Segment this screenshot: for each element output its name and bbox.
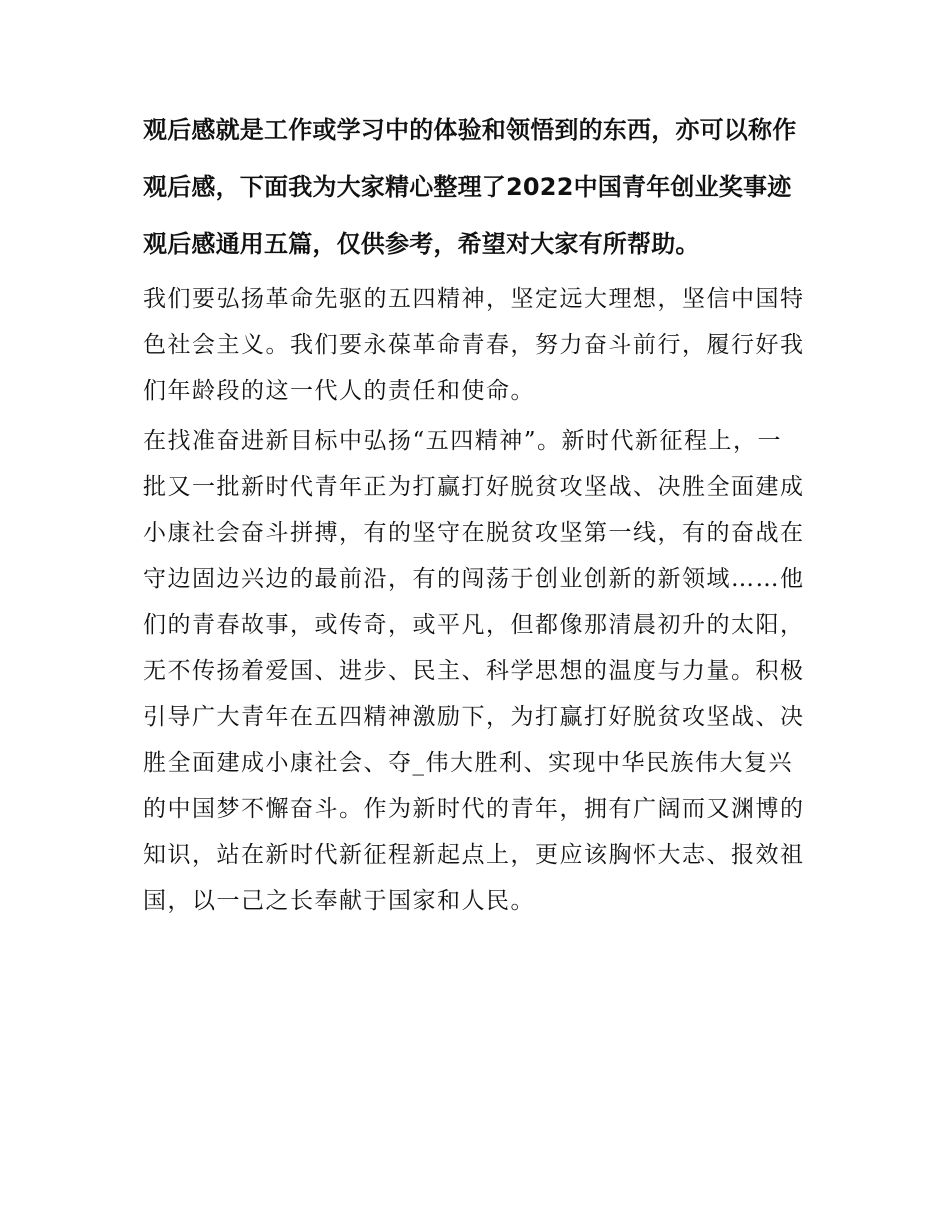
paragraph-line: 知识，站在新时代新征程新起点上，更应该胸怀大志、报效祖 — [143, 842, 805, 868]
intro-paragraph — [143, 102, 813, 273]
paragraph-line: 无不传扬着爱国、进步、民主、科学思想的温度与力量。积极 — [143, 658, 805, 684]
paragraph-1 — [143, 276, 813, 414]
paragraph-line: 们的青春故事，或传奇，或平凡，但都像那清晨初升的太阳， — [143, 612, 805, 638]
paragraph-line: 们年龄段的这一代人的责任和使命。 — [143, 378, 535, 404]
paragraph-line: 色社会主义。我们要永葆革命青春，努力奋斗前行，履行好我 — [143, 332, 805, 358]
intro-line: 观后感通用五篇，仅供参考，希望对大家有所帮助。 — [143, 230, 700, 258]
paragraph-2 — [143, 418, 813, 924]
paragraph-line: 胜全面建成小康社会、夺_伟大胜利、实现中华民族伟大复兴 — [143, 750, 793, 776]
paragraph-line: 国，以一己之长奉献于国家和人民。 — [143, 888, 535, 914]
paragraph-line: 我们要弘扬革命先驱的五四精神，坚定远大理想，坚信中国特 — [143, 286, 805, 312]
paragraph-line: 的中国梦不懈奋斗。作为新时代的青年，拥有广阔而又渊博的 — [143, 796, 805, 822]
paragraph-line: 引导广大青年在五四精神激励下，为打赢打好脱贫攻坚战、决 — [143, 704, 805, 730]
intro-line: 观后感，下面我为大家精心整理了2022中国青年创业奖事迹 — [143, 173, 792, 201]
paragraph-line: 守边固边兴边的最前沿，有的闯荡于创业创新的新领域……他 — [143, 566, 805, 592]
intro-line: 观后感就是工作或学习中的体验和领悟到的东西，亦可以称作 — [143, 116, 797, 144]
paragraph-line: 批又一批新时代青年正为打赢打好脱贫攻坚战、决胜全面建成 — [143, 474, 805, 500]
paragraph-line: 小康社会奋斗拼搏，有的坚守在脱贫攻坚第一线，有的奋战在 — [143, 520, 805, 546]
paragraph-line: 在找准奋进新目标中弘扬“五四精神”。新时代新征程上，一 — [143, 428, 783, 454]
